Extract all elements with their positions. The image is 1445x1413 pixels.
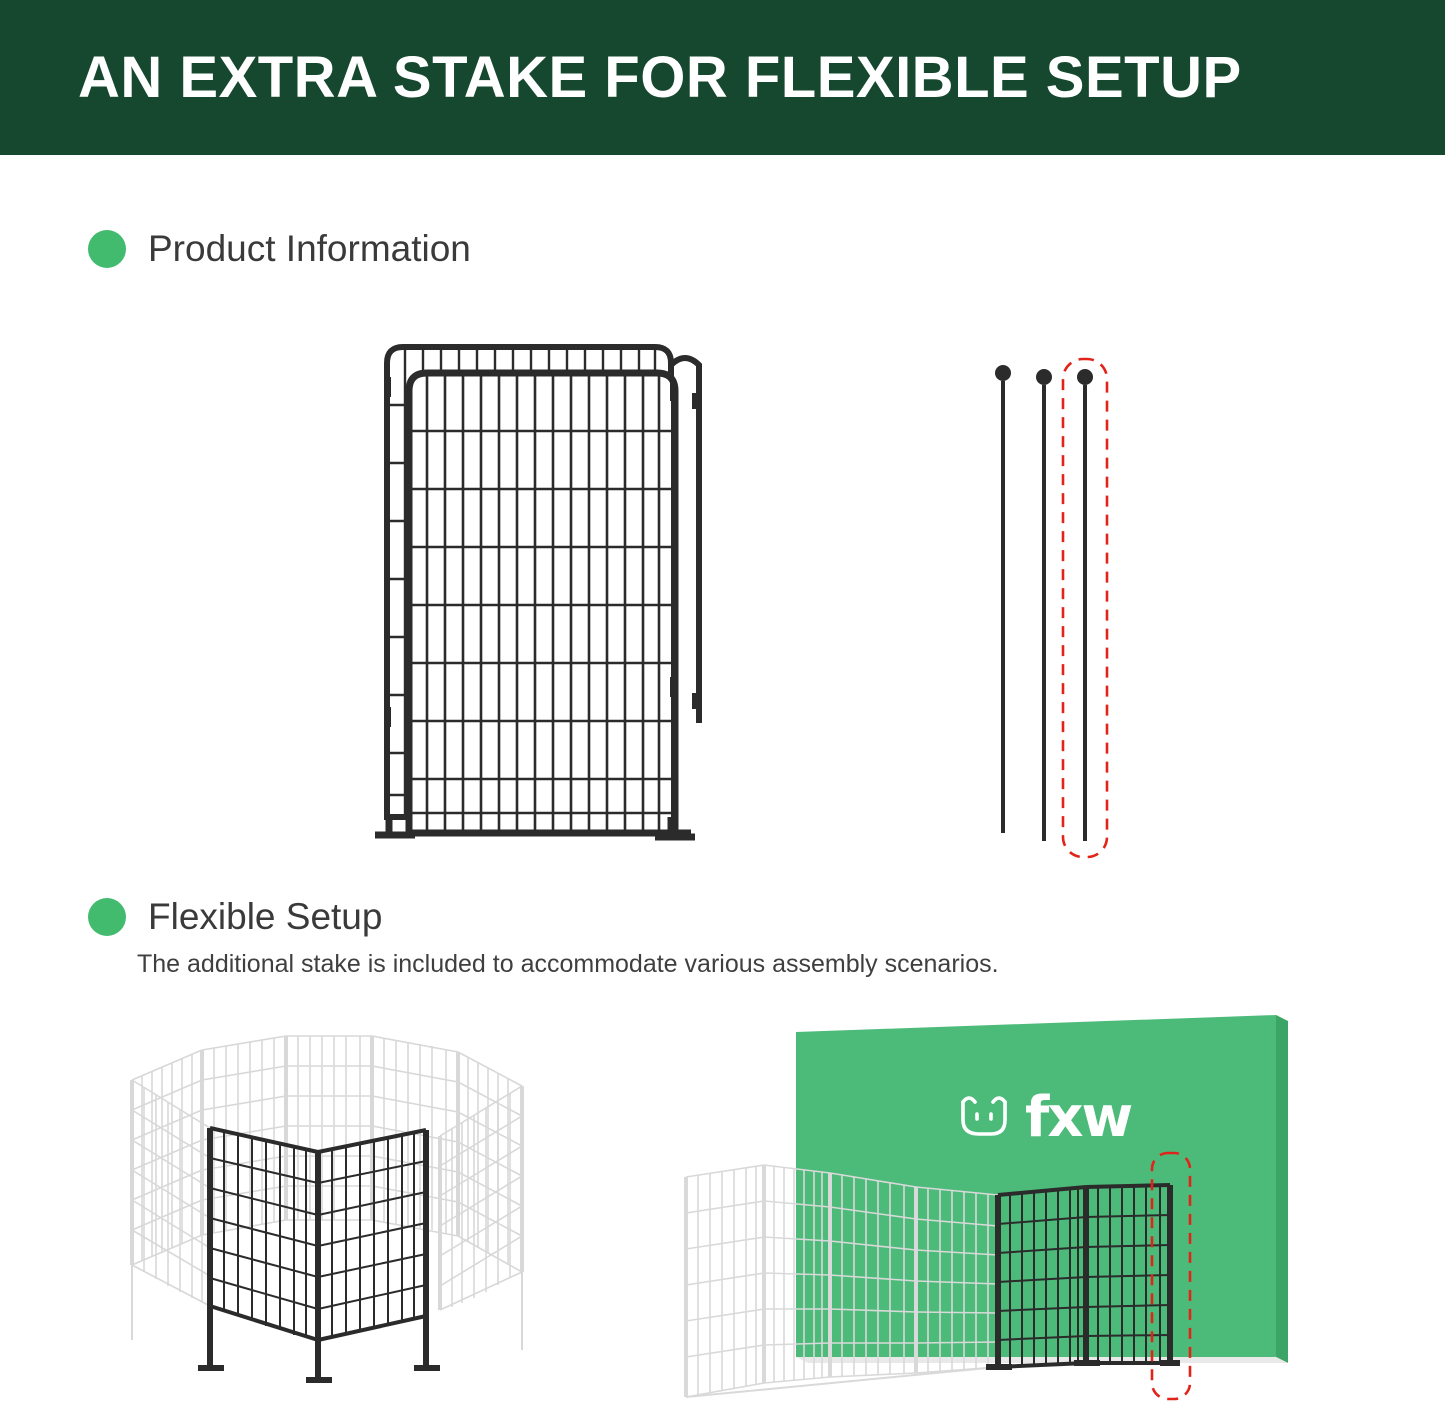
section-description-flexible-setup: The additional stake is included to accommodate various assembly scenarios. <box>137 950 999 978</box>
ground-stakes-illustration <box>985 355 1120 870</box>
green-wall <box>796 1015 1276 1357</box>
bullet-icon <box>88 230 126 268</box>
brand-logo <box>955 1085 1131 1150</box>
section-title-flexible-setup: Flexible Setup <box>148 896 383 937</box>
page-title: AN EXTRA STAKE FOR FLEXIBLE SETUP <box>78 44 1242 110</box>
octagonal-playpen-illustration <box>110 1010 560 1405</box>
section-title-product-information: Product Information <box>148 228 471 269</box>
header-banner <box>0 0 1445 155</box>
dog-face-icon <box>955 1090 1013 1145</box>
fence-panel-with-gate-illustration <box>355 325 755 860</box>
playpen-against-wall-illustration <box>668 1005 1398 1410</box>
bullet-icon <box>88 898 126 936</box>
section-heading-flexible-setup <box>88 896 382 938</box>
section-heading-product-information <box>88 228 471 270</box>
brand-logo-text: fxw <box>1025 1085 1132 1150</box>
